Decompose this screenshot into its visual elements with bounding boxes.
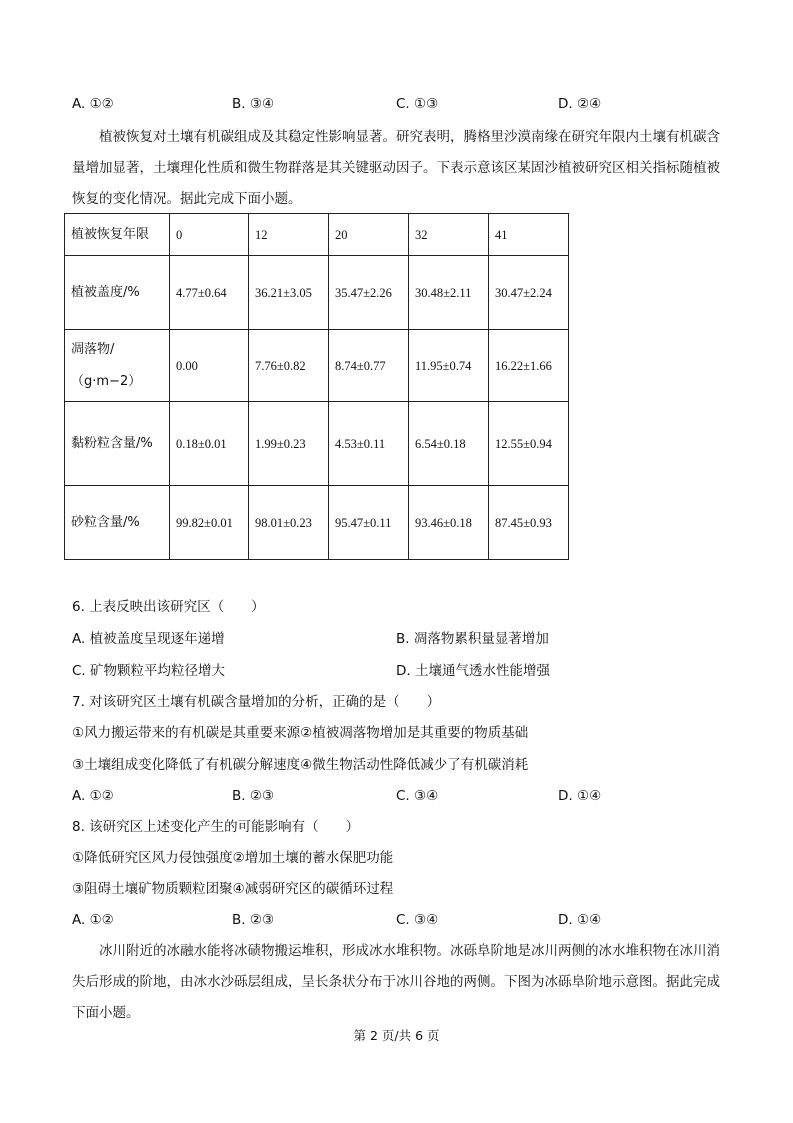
table-cell: 12.55±0.94 (489, 402, 569, 486)
table-cell: 11.95±0.74 (409, 330, 489, 402)
q6-option-b: B. 凋落物累积量显著增加 (396, 631, 549, 647)
q7-option-a: A. ①② (72, 788, 114, 804)
table-cell: 16.22±1.66 (489, 330, 569, 402)
question-8-statement-1: ①降低研究区风力侵蚀强度②增加土壤的蓄水保肥功能 (72, 850, 394, 866)
table-cell: 87.45±0.93 (489, 486, 569, 560)
option-c: C. ①③ (396, 96, 439, 112)
q6-option-c: C. 矿物颗粒平均粒径增大 (72, 663, 226, 679)
data-table (64, 213, 569, 560)
table-header-row (65, 214, 569, 256)
row-label: 凋落物/（g·m−2） (65, 330, 170, 402)
q7-option-b: B. ②③ (232, 788, 275, 804)
q7-option-c: C. ③④ (396, 788, 439, 804)
option-a: A. ①② (72, 96, 114, 112)
question-6-stem: 6. 上表反映出该研究区（ ） (72, 599, 265, 615)
table-cell: 36.21±3.05 (249, 256, 329, 330)
table-cell: 95.47±0.11 (329, 486, 409, 560)
q7-option-d: D. ①④ (558, 788, 602, 804)
question-8-stem: 8. 该研究区上述变化产生的可能影响有（ ） (72, 819, 360, 835)
table-row (65, 330, 569, 402)
option-b: B. ③④ (232, 96, 275, 112)
table-cell: 6.54±0.18 (409, 402, 489, 486)
q8-option-d: D. ①④ (558, 912, 602, 928)
table-cell: 4.53±0.11 (329, 402, 409, 486)
table-cell: 0.18±0.01 (170, 402, 249, 486)
outro-paragraph: 冰川附近的冰融水能将冰碛物搬运堆积，形成冰水堆积物。冰砾阜阶地是冰川两侧的冰水堆积物在冰川消失后形成的阶地，由冰水沙砾层组成，呈长条状分布于冰川谷地的两侧。下图为冰砾阜阶地示意图。据此完成下面小题。 (72, 943, 720, 1021)
table-cell: 7.76±0.82 (249, 330, 329, 402)
table-header-cell: 41 (489, 214, 569, 256)
question-7-stem: 7. 对该研究区土壤有机碳含量增加的分析，正确的是（ ） (72, 694, 441, 710)
q8-option-b: B. ②③ (232, 912, 275, 928)
table-header-cell: 12 (249, 214, 329, 256)
table-cell: 8.74±0.77 (329, 330, 409, 402)
question-8-statement-2: ③阻碍土壤矿物质颗粒团聚④减弱研究区的碳循环过程 (72, 881, 394, 897)
row-label: 砂粒含量/% (65, 486, 170, 560)
table-row (65, 256, 569, 330)
question-7-statement-1: ①风力搬运带来的有机碳是其重要来源②植被凋落物增加是其重要的物质基础 (72, 725, 529, 741)
row-label: 黏粉粒含量/% (65, 402, 170, 486)
table-cell: 93.46±0.18 (409, 486, 489, 560)
question-7-options (72, 786, 692, 806)
page-footer: 第 2 页/共 6 页 (353, 1028, 440, 1043)
question-7-statement-2: ③土壤组成变化降低了有机碳分解速度④微生物活动性降低减少了有机碳消耗 (72, 757, 529, 773)
table-cell: 35.47±2.26 (329, 256, 409, 330)
table-cell: 98.01±0.23 (249, 486, 329, 560)
question-6-options-row1 (72, 629, 692, 649)
table-row (65, 486, 569, 560)
table-cell: 30.47±2.24 (489, 256, 569, 330)
table-header-cell: 32 (409, 214, 489, 256)
question-8-options (72, 910, 692, 930)
q8-option-a: A. ①② (72, 912, 114, 928)
table-cell: 99.82±0.01 (170, 486, 249, 560)
option-d: D. ②④ (558, 96, 602, 112)
table-header-cell: 20 (329, 214, 409, 256)
table-row (65, 402, 569, 486)
table-header-cell: 0 (170, 214, 249, 256)
table-cell: 30.48±2.11 (409, 256, 489, 330)
q6-option-d: D. 土壤通气透水性能增强 (396, 663, 550, 679)
q8-option-c: C. ③④ (396, 912, 439, 928)
question-6-options-row2 (72, 661, 692, 681)
table-cell: 4.77±0.64 (170, 256, 249, 330)
q6-option-a: A. 植被盖度呈现逐年递增 (72, 631, 225, 647)
top-options (72, 94, 692, 114)
intro-paragraph: 植被恢复对土壤有机碳组成及其稳定性影响显著。研究表明，腾格里沙漠南缘在研究年限内土壤有机碳含量增加显著，土壤理化性质和微生物群落是其关键驱动因子。下表示意该区某固沙植被研究区相关指标随植被恢复的变化情况。据此完成下面小题。 (72, 129, 720, 207)
table-cell: 0.00 (170, 330, 249, 402)
table-header-cell: 植被恢复年限 (65, 214, 170, 256)
row-label: 植被盖度/% (65, 256, 170, 330)
table-cell: 1.99±0.23 (249, 402, 329, 486)
